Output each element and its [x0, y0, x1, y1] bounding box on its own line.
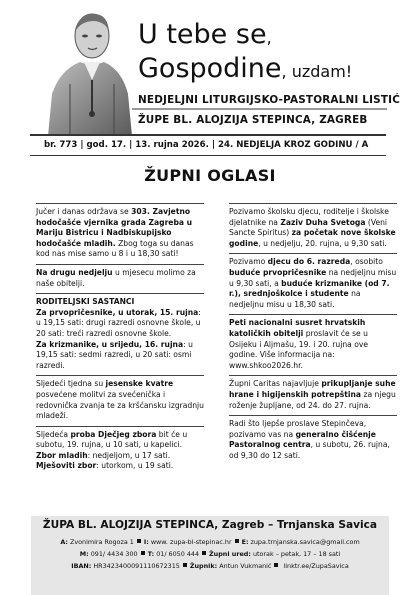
separator-square-icon	[202, 551, 206, 555]
email-link[interactable]: zupa.trnjanska.savica@gmail.com	[248, 538, 360, 546]
notice-item: RODITELJSKI SASTANCI Za prvopričesnike, u utorak, 15. rujna: u 19,15 sati: drugi razredi osnovne škole, u 20 sati: treći razredi osnovne škole. Za krizmanike, u srijedu, 16. rujna: u 19,15 sati: sedmi razredi, u 20 sati: osmi razredi.	[36, 293, 204, 375]
contact-footer	[31, 516, 389, 595]
separator-square-icon	[235, 539, 239, 543]
separator-square-icon	[137, 539, 141, 543]
separator-square-icon	[141, 551, 145, 555]
right-column	[229, 203, 397, 465]
notice-item: Sljedeći tjedna su jesenske kvatre posvećene molitvi za svećenička i redovnička zvanja te za kršćansku izgradnju mladeži.	[36, 375, 204, 425]
separator-square-icon	[183, 563, 187, 567]
separator-square-icon	[274, 563, 278, 567]
notice-item: Jučer i danas održava se 303. Zavjetno hodočašće vjernika grada Zagreba u Mariju Bistricu i Nadbiskupijsko hodočašće mladih. Zbog toga su danas kod nas mise samo u 8 i u 18,30 sati!	[36, 203, 204, 264]
page-title: ŽUPNI OGLASI	[144, 166, 276, 185]
notice-item: Na drugu nedjelju u mjesecu molimo za naše obitelji.	[36, 264, 204, 293]
notice-item: Peti nacionalni susret hrvatskih katoličkih obitelji proslavit će se u Osijeku i Aljmašu, 19. i 20. rujna ove godine. Više informacija na: www.shkoo2026.hr.	[229, 314, 397, 375]
notice-item: Župni Caritas najavljuje prikupljanje suhe hrane i higijenskih potrepština za njegu roženje župljane, od 24. do 27. rujna.	[229, 375, 397, 415]
footer-title: ŽUPA BL. ALOJZIJA STEPINCA, Zagreb – Trnjanska Savica	[42, 519, 378, 531]
notice-item: Sljedeća proba Dječjeg zbora bit će u subotu, 19. rujna, u 10 sati, u kapelici. Zbor mladih: nedjeljom, u 17 sati. Mješoviti zbor: utorkom, u 19 sati.	[36, 426, 204, 476]
subtitle-1: NEDJELJNI LITURGIJSKO-PASTORALNI LISTIĆ	[138, 94, 401, 106]
divider	[30, 134, 386, 136]
footer-line-1: A: Zvonimira Rogoza 1 I: www. zupa-bl-stepinac.hr E: zupa.trnjanska.savica@gmail.com	[60, 538, 360, 546]
notice-item: Pozivamo djecu do 6. razreda, osobito buduće prvopričesnike na nedjeljnu misu u 9,30 sati, a buduće krizmanike (od 7. r.), srednjoškolce i studente na nedjeljnu misu u 18,30 sati.	[229, 253, 397, 314]
divider	[132, 108, 387, 110]
title-line-1: U tebe se,	[138, 19, 272, 50]
title-line-2: Gospodine, uzdam!	[138, 53, 353, 84]
notice-item: Pozivamo školsku djecu, roditelje i školske djelatnike na Zaziv Duha Svetoga (Veni Sancte Spiritus) za početak nove školske godine, u nedjelju, 20. rujna, u 9,30 sati.	[229, 203, 397, 253]
subtitle-2: ŽUPE BL. ALOJZIJA STEPINCA, ZAGREB	[138, 114, 368, 126]
masthead	[0, 0, 420, 135]
notice-item: Radi što ljepše proslave Stepinčeva, pozivamo vas na generalno čišćenje Pastoralnog centra, u subotu, 26. rujna, od 9,30 do 12 sati.	[229, 415, 397, 465]
divider	[30, 155, 386, 156]
portrait-illustration	[40, 4, 132, 136]
issue-line: br. 773 | god. 17. | 13. rujna 2026. | 24. NEDJELJA KROZ GODINU / A	[44, 140, 369, 150]
footer-line-3: IBAN: HR3423400091110672315 Župnik: Antun Vukmanić linktr.ee/ZupaSavica	[71, 562, 349, 570]
footer-line-2: M: 091/ 4434 300 T: 01/ 6050 444 Župni ured: utorak – petak, 17 – 18 sati	[79, 550, 341, 558]
left-column	[36, 203, 204, 476]
linktree-link[interactable]: linktr.ee/ZupaSavica	[281, 562, 349, 570]
website-link[interactable]: www. zupa-bl-stepinac.hr	[148, 538, 232, 546]
